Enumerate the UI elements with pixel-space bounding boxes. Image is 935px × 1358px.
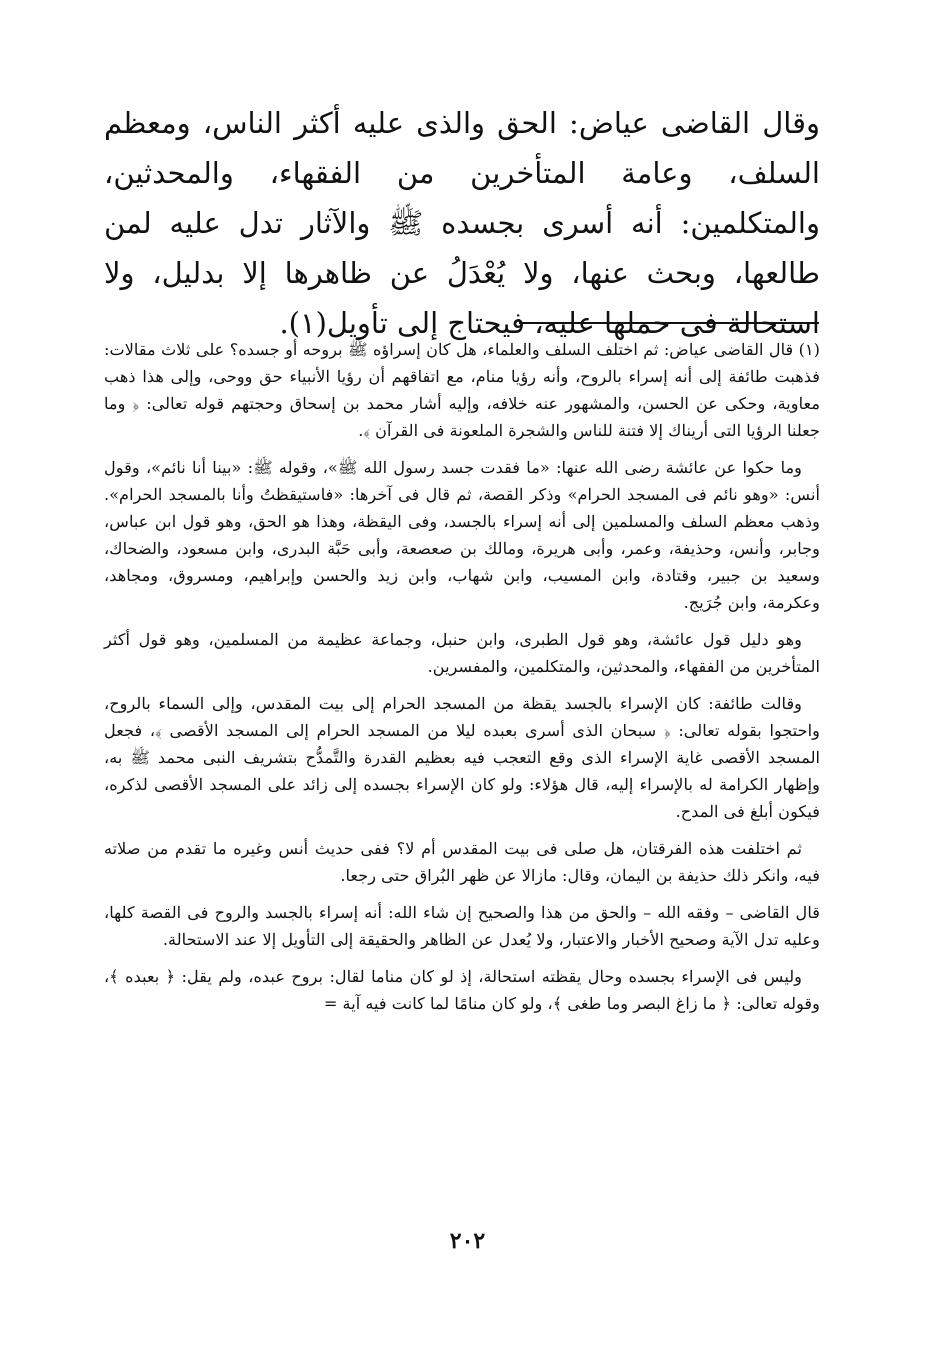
footnote-paragraph-5: ثم اختلفت هذه الفرقتان، هل صلى فى بيت المقدس أم لا؟ ففى حديث أنس وغيره ما تقدم من صلاته فيه، وانكر ذلك حذيفة بن اليمان، وقال: مازالا عن ظهر البُراق حتى رجعا.: [104, 839, 820, 885]
main-paragraph: وقال القاضى عياض: الحق والذى عليه أكثر الناس، ومعظم السلف، وعامة المتأخرين من الفقهاء، والمحدثين، والمتكلمين: أنه أسرى بجسده ﷺ والآثار تدل عليه لمن طالعها، وبحث عنها، ولا يُعْدَلُ عن ظاهرها إلا بدليل، ولا استحالة فى حملها عليه، فيحتاج إلى تأويل(١).: [104, 106, 820, 340]
footnote-paragraph-2: وما حكوا عن عائشة رضى الله عنها: «ما فقدت جسد رسول الله ﷺ»، وقوله ﷺ: «بينا أنا نائم»، وقول أنس: «وهو نائم فى المسجد الحرام» وذكر القصة، ثم قال فى آخرها: «فاستيقظتُ وأنا بالمسجد الحرام». وذهب معظم السلف والمسلمين إلى أنه إسراء بالجسد، وفى اليقظة، وهذا هو الحق، وهو قول ابن عباس، وجابر، وأنس، وحذيفة، وعمر، وأبى هريرة، ومالك بن صعصعة، وأبى حَبَّة البدرى، وابن مسعود، والضحاك، وسعيد بن جبير، وقتادة، وابن المسيب، وابن شهاب، وابن زيد والحسن وإبراهيم، ومسروق، ومجاهد، وعكرمة، وابن جُرَيج.: [104, 458, 820, 612]
footnotes-block: [104, 336, 820, 1027]
footnote-paragraph-7: وليس فى الإسراء بجسده وحال يقظته استحالة، إذ لو كان مناما لقال: بروح عبده، ولم يقل: ﴿ بعبده ﴾، وقوله تعالى: ﴿ ما زاغ البصر وما طغى ﴾، ولو كان منامًا لما كانت فيه آية =: [104, 967, 820, 1013]
page-number: ٢٠٢: [449, 1228, 486, 1254]
footnote-paragraph-3: وهو دليل قول عائشة، وهو قول الطبرى، وابن حنبل، وجماعة عظيمة من المسلمين، وهو قول أكثر المتأخرين من الفقهاء، والمحدثين، والمتكلمين، والمفسرين.: [104, 630, 820, 676]
footnote-paragraph-1: (١) قال القاضى عياض: ثم اختلف السلف والعلماء، هل كان إسراؤه ﷺ بروحه أو جسده؟ على ثلاث مقالات: فذهبت طائفة إلى أنه إسراء بالروح، وأنه رؤيا منام، مع اتفاقهم أن رؤيا الأنبياء حق ووحى، وإلى هذا ذهب معاوية، وحكى عن الحسن، والمشهور عنه خلافه، وإليه أشار محمد بن إسحاق وحجتهم قوله تعالى: ﴿ وما جعلنا الرؤيا التى أريناك إلا فتنة للناس والشجرة الملعونة فى القرآن ﴾.: [104, 340, 820, 440]
footnote-paragraph-4: وقالت طائفة: كان الإسراء بالجسد يقظة من المسجد الحرام إلى بيت المقدس، وإلى السماء بالروح، واحتجوا بقوله تعالى: ﴿ سبحان الذى أسرى بعبده ليلا من المسجد الحرام إلى المسجد الأقصى ﴾، فجعل المسجد الأقصى غاية الإسراء الذى وقع التعجب فيه بعظيم القدرة والتَّمدُّح بتشريف النبى محمد ﷺ به، وإظهار الكرامة له بالإسراء إليه، قال هؤلاء: ولو كان الإسراء بجسده إلى زائد على المسجد الأقصى لذكره، فيكون أبلغ فى المدح.: [104, 694, 820, 821]
footnote-paragraph-6: قال القاضى – وفقه الله – والحق من هذا والصحيح إن شاء الله: أنه إسراء بالجسد والروح فى القصة كلها، وعليه تدل الآية وصحيح الأخبار والاعتبار، ولا يُعدل عن الظاهر والحقيقة إلى التأويل إلا عند الاستحالة.: [104, 903, 820, 949]
footnote-separator: [519, 322, 819, 324]
main-text-block: [104, 98, 820, 348]
